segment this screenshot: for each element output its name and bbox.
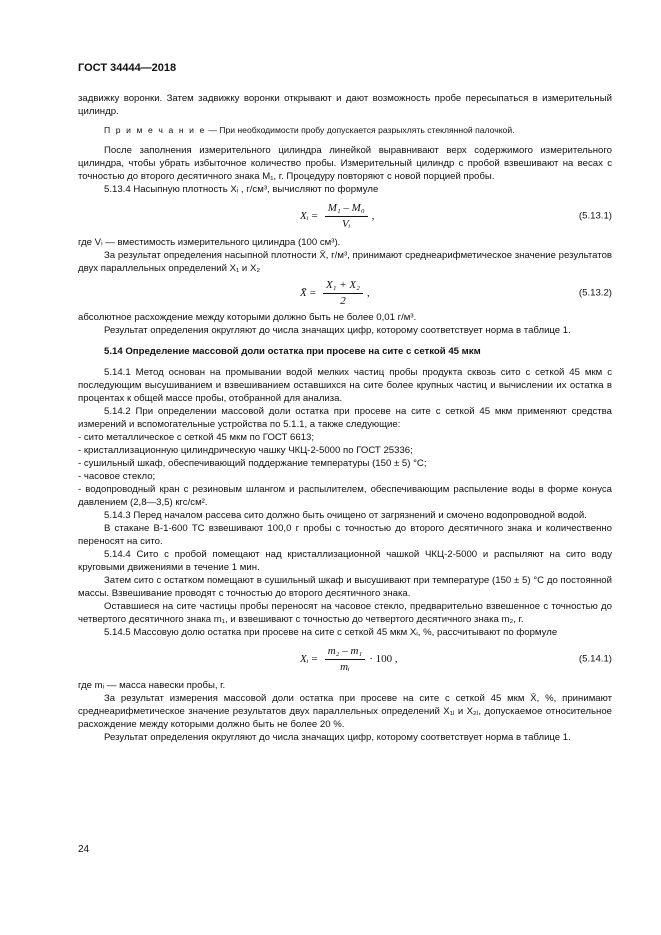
- list-item: - сушильный шкаф, обеспечивающий поддержание температуры (150 ± 5) °С;: [78, 458, 427, 469]
- formula-denominator: 2: [340, 294, 346, 307]
- note: [78, 124, 612, 137]
- note-label: П р и м е ч а н и е: [104, 125, 206, 135]
- formula-5-14-1: Xᵢ = $\frac{\text{m₂ – m₁}}{\text{mᵢ}}$ · 100 , (5.14.1): [300, 644, 612, 673]
- paragraph: задвижку воронки. Затем задвижку воронки открывают и дают возможность пробе пересыпаться в измерительный цилиндр.: [78, 93, 612, 117]
- formula-numerator: M₁ – M₀: [325, 202, 368, 217]
- paragraph: 5.13.4 Насыпную плотность Xᵢ , г/см³, вычисляют по формуле: [104, 184, 379, 195]
- paragraph: 5.14.4 Сито с пробой помещают над кристаллизационной чашкой ЧКЦ-2-5000 и распыляют на сито воду круговыми движениями в течение 1 мин.: [78, 549, 612, 573]
- formula-lhs: Xᵢ: [300, 652, 309, 665]
- paragraph: Затем сито с остатком помещают в сушильный шкаф и высушивают при температуре (150 ± 5) °С до постоянной массы. Взвешивание проводят с точностью до второго десятичного знака.: [78, 575, 612, 599]
- paragraph: Результат определения округляют до числа значащих цифр, которому соответствует норма в таблице 1.: [104, 325, 571, 336]
- paragraph: 5.14.2 При определении массовой доли остатка при просеве на сите с сеткой 45 мкм применяют средства измерений и вспомогательные устройства по 5.1.1, а также следующие:: [78, 406, 612, 430]
- page-number: 24: [78, 844, 90, 855]
- paragraph: где Vᵢ — вместимость измерительного цилиндра (100 см³).: [78, 237, 341, 248]
- paragraph: Оставшиеся на сите частицы пробы переносят на часовое стекло, предварительно взвешенное с точностью до четвертого десятичного знака m₁, и взвешивают с точностью до четвертого десятичного знака m₂, г.: [78, 601, 612, 625]
- paragraph: 5.14.3 Перед началом рассева сито должно быть очищено от загрязнений и смочено водопроводной водой.: [104, 510, 587, 521]
- paragraph: абсолютное расхождение между которыми должно быть не более 0,01 г/м³.: [78, 312, 417, 323]
- equation-number: (5.13.1): [578, 210, 612, 222]
- paragraph: 5.14.5 Массовую долю остатка при просеве на сите с сеткой 45 мкм Xᵢ, %, рассчитывают по формуле: [104, 627, 558, 638]
- formula-denominator: Vᵢ: [341, 217, 351, 230]
- paragraph: где mᵢ — масса навески пробы, г.: [78, 680, 226, 691]
- formula-denominator: mᵢ: [340, 660, 350, 673]
- formula-tail: ,: [371, 209, 375, 222]
- formula-lhs: X̄: [300, 286, 307, 299]
- formula-fraction: [325, 645, 366, 674]
- formula-tail: · 100 ,: [369, 652, 398, 665]
- section-title: 5.14 Определение массовой доли остатка при просеве на сите с сеткой 45 мкм: [104, 346, 481, 357]
- note-text: — При необходимости пробу допускается разрыхлять стеклянной палочкой.: [205, 125, 515, 135]
- document-body: [78, 92, 612, 744]
- paragraph: Результат определения округляют до числа значащих цифр, которому соответствует норма в таблице 1.: [104, 732, 571, 743]
- paragraph: За результат измерения массовой доли остатка при просеве на сите с сеткой 45 мкм X̄, %, принимают среднеарифметическое значение результатов двух параллельных определений X₁ⱼ и X₂ⱼ, допускаемое относительное расхождение между которыми должно быть не более 20 %.: [78, 693, 612, 730]
- formula-numerator: m₂ – m₁: [325, 645, 366, 660]
- list-item: - сито металлическое с сеткой 45 мкм по ГОСТ 6613;: [78, 432, 315, 443]
- formula-lhs: Xᵢ: [300, 209, 309, 222]
- formula-fraction: [325, 202, 368, 231]
- paragraph: В стакане В-1-600 ТС взвешивают 100,0 г пробы с точностью до второго десятичного знака и количественно переносят на сито.: [78, 523, 612, 547]
- list-item: - кристаллизационную цилиндрическую чашку ЧКЦ-2-5000 по ГОСТ 25336;: [78, 445, 413, 456]
- formula-5-13-2: X̄ = $\frac{\text{X₁ + X₂}}{2}$ , (5.13.2): [300, 278, 612, 307]
- document-header: ГОСТ 34444—2018: [78, 62, 177, 74]
- paragraph: После заполнения измерительного цилиндра линейкой выравнивают верх содержимого измерительного цилиндра, чтобы убрать избыточное количество пробы. Измерительный цилиндр с пробой взвешивают на весах с точностью до второго десятичного знака M₁, г. Процедуру повторяют с новой порцией пробы.: [78, 145, 612, 182]
- paragraph: За результат определения насыпной плотности X̄, г/м³, принимают среднеарифметическое значение результатов двух параллельных определений X₁ и X₂: [78, 250, 612, 274]
- formula-5-13-1: Xᵢ = $\frac{\text{M₁ – M₀}}{\text{Vᵢ}}$ , (5.13.1): [300, 201, 612, 230]
- formula-numerator: X₁ + X₂: [323, 279, 363, 294]
- equation-number: (5.13.2): [578, 287, 612, 299]
- list-item: - водопроводный кран с резиновым шлангом и распылителем, обеспечивающим распыление воды в форме конуса давлением (2,8—3,5) кгс/см².: [78, 484, 612, 508]
- equation-number: (5.14.1): [578, 653, 612, 665]
- formula-fraction: [323, 279, 363, 308]
- formula-tail: ,: [366, 286, 370, 299]
- paragraph: 5.14.1 Метод основан на промывании водой мелких частиц пробы продукта сквозь сито с сеткой 45 мкм с последующим высушиванием и взвешиванием оставшихся на сите более крупных частиц и вычислении их остатка в процентах к общей массе пробы, отобранной для анализа.: [78, 367, 612, 404]
- list-item: - часовое стекло;: [78, 471, 156, 482]
